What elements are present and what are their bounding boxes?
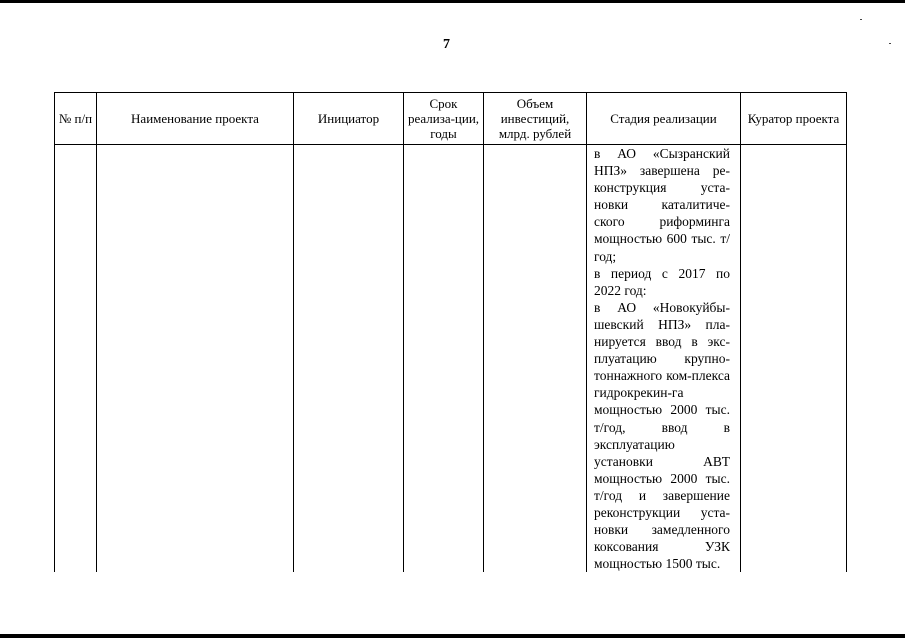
cell-project-name xyxy=(97,145,294,573)
page-number: 7 xyxy=(443,37,450,52)
col-header-stage: Стадия реализации xyxy=(587,93,741,145)
cell-initiator xyxy=(294,145,404,573)
col-header-initiator: Инициатор xyxy=(294,93,404,145)
col-header-curator: Куратор проекта xyxy=(741,93,847,145)
page-bottom-edge xyxy=(0,634,905,638)
table-row xyxy=(55,145,847,573)
cell-number xyxy=(55,145,97,573)
scan-speck xyxy=(860,19,862,20)
projects-table xyxy=(54,92,847,572)
cell-term xyxy=(404,145,484,573)
col-header-investment: Объем инвестиций, млрд. рублей xyxy=(484,93,587,145)
stage-paragraph: в АО «Сызранский НПЗ» завершена ре-конструкция уста-новки каталитиче-ского риформинга мощностью 600 тыс. т/год; xyxy=(594,146,730,264)
stage-text xyxy=(587,145,740,572)
col-header-project-name: Наименование проекта xyxy=(97,93,294,145)
table-header-row xyxy=(55,93,847,145)
cell-stage xyxy=(587,145,741,573)
col-header-number: № п/п xyxy=(55,93,97,145)
stage-paragraph: в АО «Новокуйбы-шевский НПЗ» пла-нируется ввод в экс-плуатацию крупно-тоннажного ком-плекса гидрокрекин-га мощностью 2000 тыс. т/год, ввод в эксплуатацию установки АВТ мощностью 2000 тыс. т/год и завершение реконструкции уста-новки замедленного коксования УЗК мощностью 1500 тыс. xyxy=(594,299,730,572)
col-header-term: Срок реализа-ции, годы xyxy=(404,93,484,145)
cell-curator xyxy=(741,145,847,573)
page-top-edge xyxy=(0,0,905,3)
cell-investment xyxy=(484,145,587,573)
stage-paragraph: в период с 2017 по 2022 год: xyxy=(594,265,730,298)
